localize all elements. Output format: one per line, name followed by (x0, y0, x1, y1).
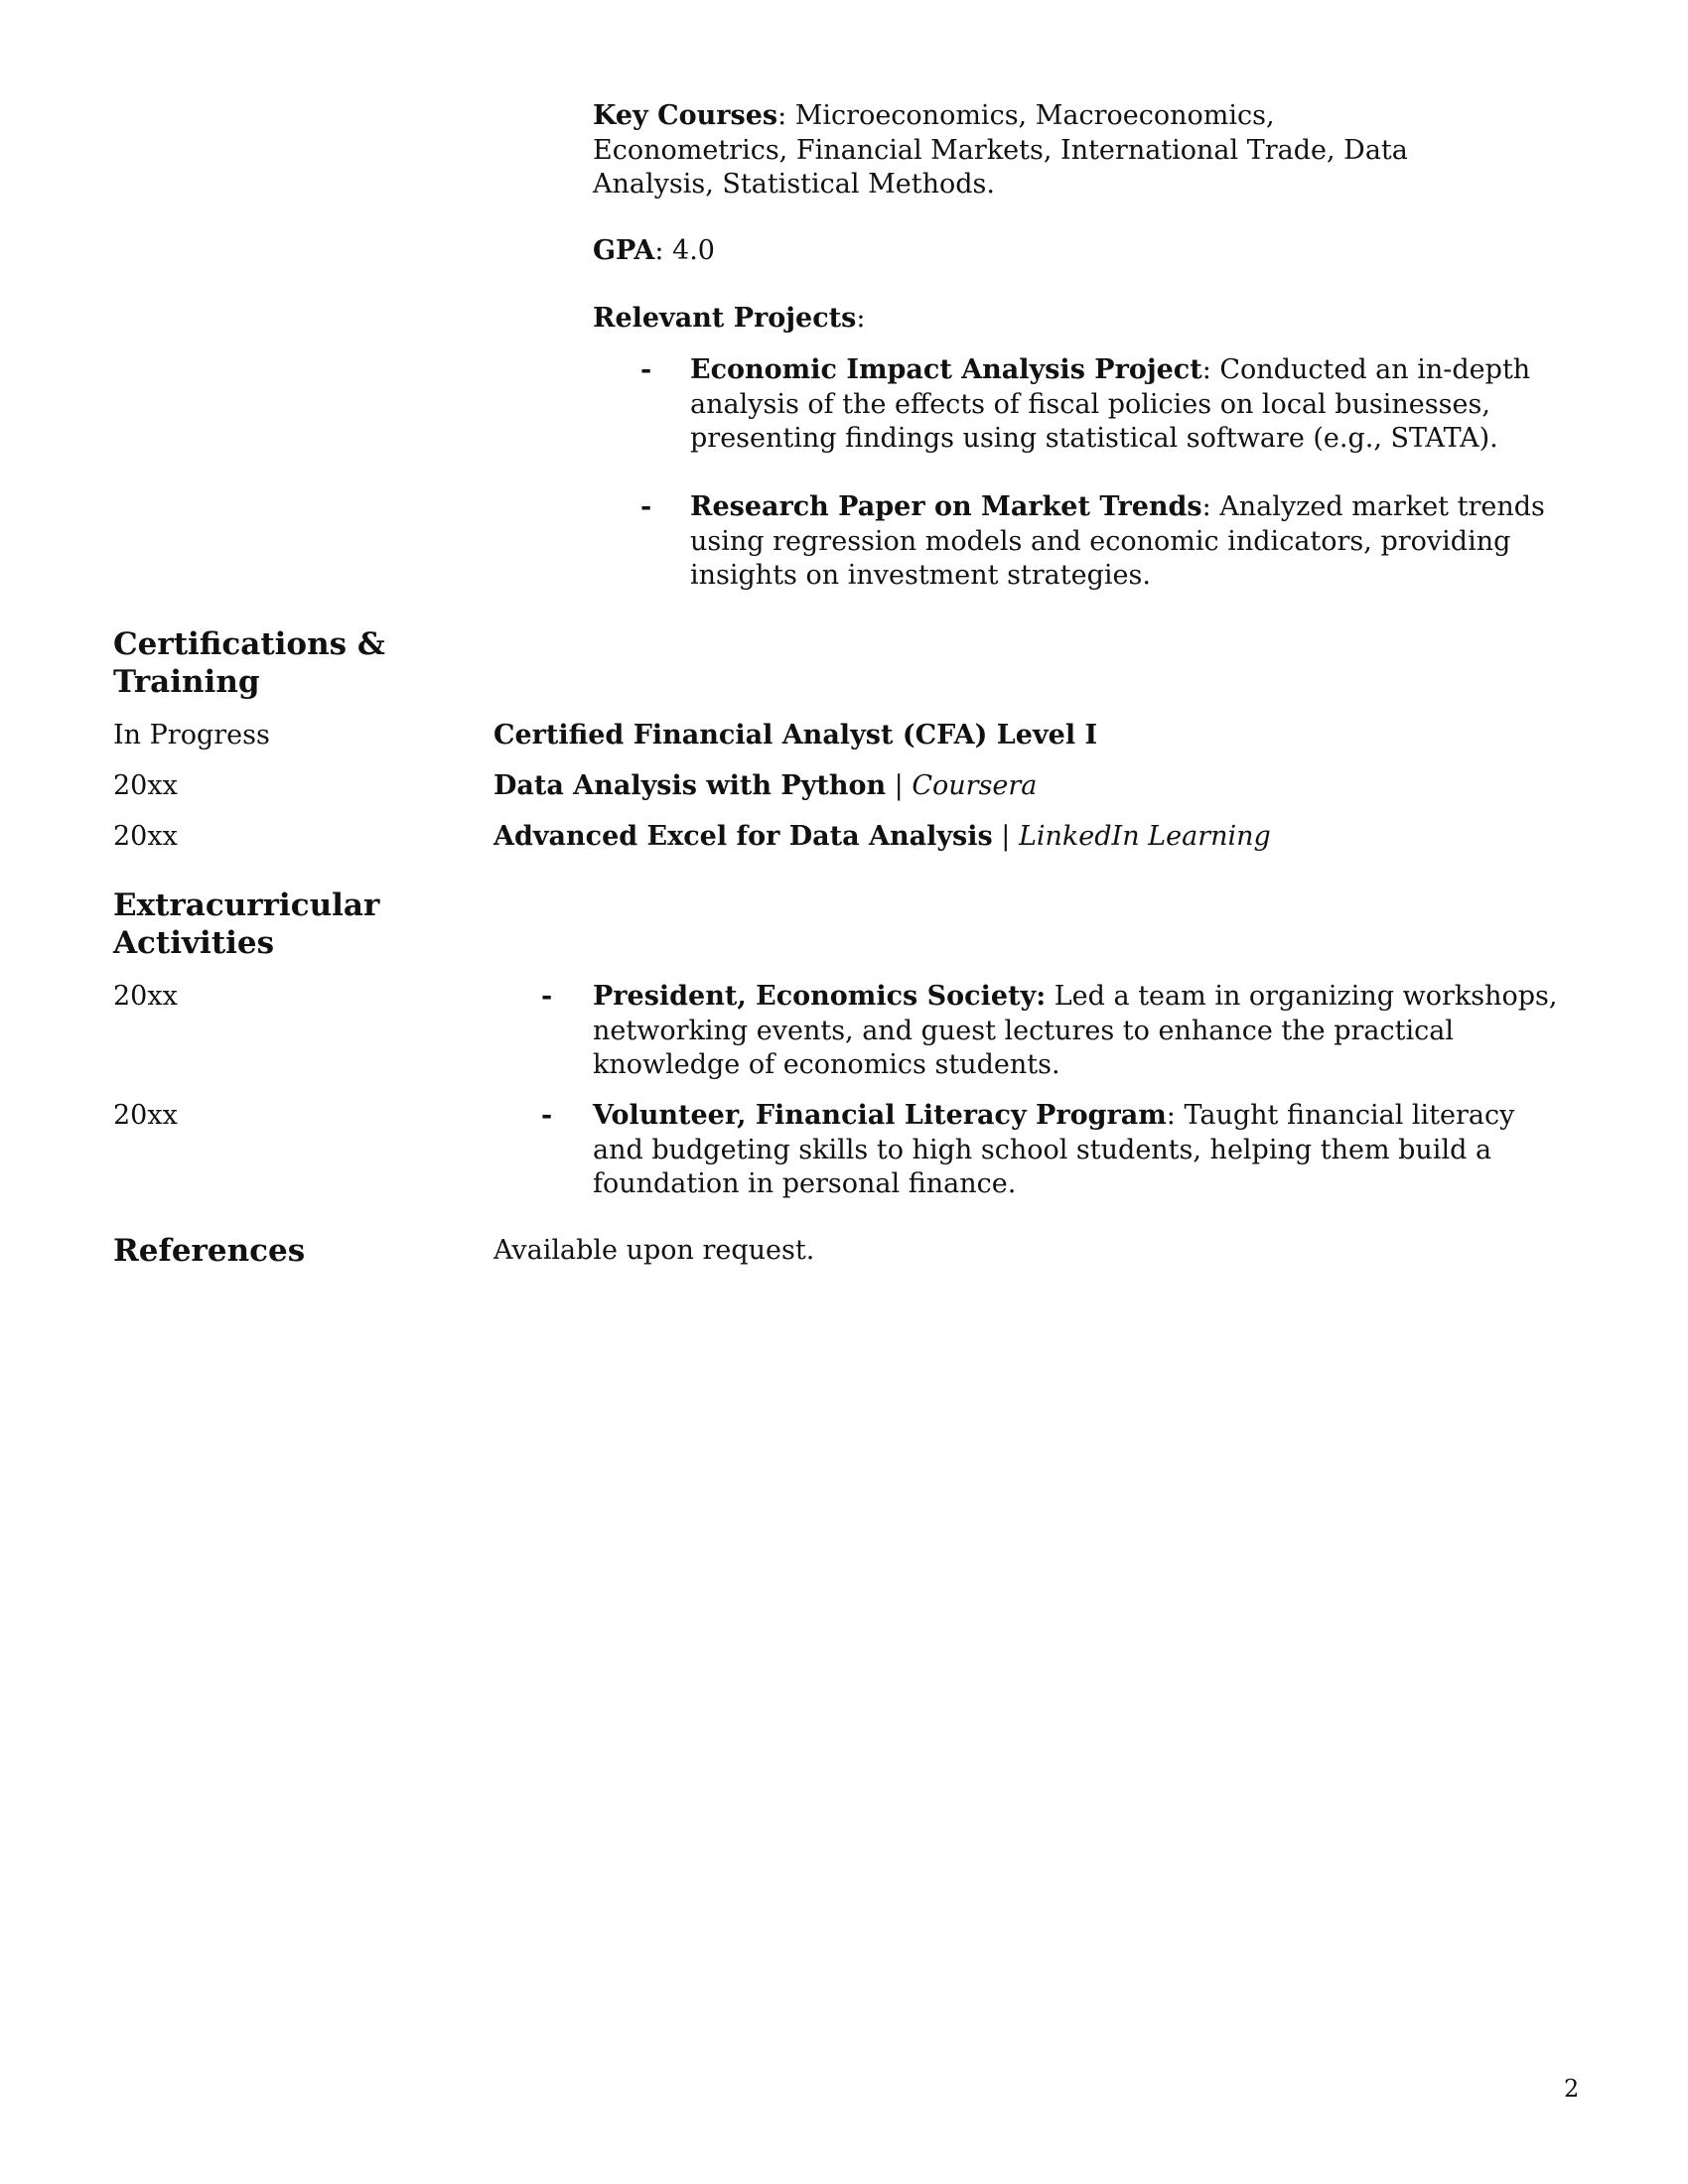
project-title: Economic Impact Analysis Project (690, 354, 1202, 385)
project-item: - Economic Impact Analysis Project: Conducted an in-depth analysis of the effects of fiscal policies on local businesses, presenting findings using statistical software (e.g., STATA). (640, 354, 1531, 454)
cert-provider: Coursera (912, 770, 1038, 801)
activity-title: President, Economics Society: (593, 981, 1047, 1012)
activity-item (541, 980, 1564, 1083)
activity-item (541, 1099, 1544, 1202)
cert-title: Certified Financial Analyst (CFA) Level I (493, 720, 1098, 751)
cert-date: In Progress (113, 720, 270, 751)
cert-title: Data Analysis with Python (493, 770, 887, 801)
project-item: - Research Paper on Market Trends: Analyzed market trends using regression models and economic indicators, providing insights on investment strategies. (640, 491, 1545, 591)
project-text: Conducted an in-depth analysis of the effects of fiscal policies on local businesses, presenting findings using statistical software (e.g., STATA). (690, 354, 1531, 454)
cert-date: 20xx (113, 821, 178, 852)
section-heading-extracurricular: Extracurricular Activities (113, 887, 380, 961)
cert-date: 20xx (113, 770, 178, 801)
page-number: 2 (1564, 2075, 1580, 2103)
cert-item (493, 719, 1097, 753)
key-courses-label: Key Courses (593, 100, 778, 131)
cert-item: Data Analysis with Python | Coursera (493, 770, 1038, 801)
key-courses-text: Microeconomics, Macroeconomics, Econometrics, Financial Markets, International Trade, Data Analysis, Statistical Methods. (593, 100, 1408, 200)
project-title: Research Paper on Market Trends (690, 491, 1202, 522)
section-heading-references: References (113, 1233, 306, 1269)
section-heading-certifications: Certifications & Training (113, 626, 385, 700)
bullet-dash: - (541, 981, 553, 1012)
activity-title: Volunteer, Financial Literacy Program (593, 1100, 1167, 1131)
gpa: GPA: 4.0 (593, 235, 715, 266)
project-text: Analyzed market trends using regression models and economic indicators, providing insights on investment strategies. (690, 491, 1545, 591)
relevant-projects-heading: Relevant Projects: (593, 303, 866, 334)
gpa-label: GPA (593, 235, 655, 266)
activity-text: : Taught financial literacy and budgeting skills to high school students, helping them build a foundation in personal finance. (593, 1100, 1515, 1199)
bullet-dash: - (640, 354, 652, 385)
activity-date: 20xx (113, 981, 178, 1012)
gpa-value: 4.0 (672, 235, 715, 266)
activity-text: Led a team in organizing workshops, networking events, and guest lectures to enhance the practical knowledge of economics students. (593, 981, 1558, 1080)
bullet-dash: - (541, 1100, 553, 1131)
references-text: Available upon request. (493, 1235, 815, 1266)
cert-title: Advanced Excel for Data Analysis (493, 821, 993, 852)
activity-date: 20xx (113, 1100, 178, 1131)
cert-provider: LinkedIn Learning (1018, 821, 1271, 852)
cert-item: Advanced Excel for Data Analysis | LinkedIn Learning (493, 821, 1271, 852)
key-courses: Key Courses: Microeconomics, Macroeconomics, Econometrics, Financial Markets, International Trade, Data Analysis, Statistical Methods. (593, 100, 1408, 200)
bullet-dash: - (640, 491, 652, 522)
